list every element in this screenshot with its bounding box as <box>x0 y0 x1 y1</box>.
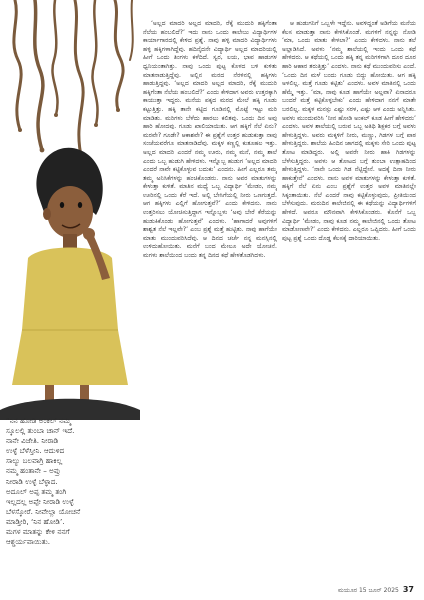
caption-line: ನೀರಾಡಿ ಉಳ್ಳೆ ಬೆಳ್ಳಾದ. <box>6 476 58 486</box>
article-column-1 <box>143 20 277 578</box>
caption-line: ಸ್ಕೂಲಲ್ಲಿ ತುಂಬಾ ಚಾನ್ ಇದೆ. <box>6 426 75 436</box>
article-text: ಆ ಹುಡುಗನಿಗೆ ಒಬ್ಬಳೇ ಇದ್ದೆನು. ಅವಳಿದ್ದಂತೆ ಅಡಿಗೆಯ ಮನೆಯ ಕೆಲಸ ಮಾಡುತ್ತಾ ನಾನು ಕೇಳಿಸಿಕೊಂಡೆ. ಮಗಳಿಗೆ ನನ್ನನ್ನು ನೋಡಿ ‘ಮಾ, ಒಂದು ಮಾತು ಕೇಳಲಾ?’ ಎಂದು ಕೇಳಿದಳು. ನಾನು ತಲೆ ಅಲ್ಲಾಡಿಸಿದೆ. ಅವಳು ‘ನಮ್ಮ ಶಾಲೆಯಲ್ಲಿ ಇಂದು ಒಂದು ಕಥೆ ಹೇಳಿದರು. ಆ ಕಥೆಯಲ್ಲಿ ಒಂದು ಹಕ್ಕಿ ತನ್ನ ಮರಿಗಳಿಗಾಗಿ ದೂರ ದೂರ ಹಾರಿ ಆಹಾರ ತರುತ್ತಿತ್ತು’ ಎಂದಳು. ನಾನು ಕಥೆ ಮುಂದುವರಿಸು ಎಂದೆ. ‘ಒಂದು ದಿನ ಮಳೆ ಬಂದು ಗೂಡು ಬಿದ್ದು ಹೋಯಿತು. ಆಗ ಹಕ್ಕಿ ಅಳಲಿಲ್ಲ. ಮತ್ತೆ ಗೂಡು ಕಟ್ಟಿತು’ ಎಂದಳು. ಅವಳ ಮಾತಿನಲ್ಲಿ ಒಂದು ಹೆಮ್ಮೆ ಇತ್ತು. ‘ಮಾ, ನಾವು ಕೂಡ ಹಾಗೆಯೇ ಅಲ್ಲವಾ? ಏನಾದರೂ ಬಂದರೆ ಮತ್ತೆ ಕಟ್ಟಿಕೊಳ್ಳಬೇಕು’ ಎಂದು ಹೇಳಿದಾಗ ನನಗೆ ಮಾತೇ ಬರಲಿಲ್ಲ. ಮಕ್ಕಳ ಮನಸ್ಸು ಎಷ್ಟು ಸರಳ, ಎಷ್ಟು ಆಳ ಎಂದು ಅನ್ನಿಸಿತು. ಅವಳು ಮುಂದುವರಿಸಿ ‘ನೀನ ಹೋಡಿ ಅಂಕಲ್ ಕೂಡ ಹೀಗೆ ಹೇಳಿದರು’ ಎಂದಳು. ಅವಳ ಶಾಲೆಯಲ್ಲಿ ಬರುವ ಒಬ್ಬ ಅತಿಥಿ ಶಿಕ್ಷಕರ ಬಗ್ಗೆ ಅವಳು ಹೇಳುತ್ತಿದ್ದಳು. ಅವರು ಮಕ್ಕಳಿಗೆ ನೀರು, ಮಣ್ಣು, ಗಿಡಗಳ ಬಗ್ಗೆ ಪಾಠ ಹೇಳುತ್ತಿದ್ದರು. ಶಾಲೆಯ ಹಿಂದಿನ ಜಾಗದಲ್ಲಿ ಮಕ್ಕಳು ಸೇರಿ ಒಂದು ಪುಟ್ಟ ತೋಟ ಮಾಡಿದ್ದರು. ಅಲ್ಲಿ ಅವರೇ ನೀರು ಹಾಕಿ ಗಿಡಗಳನ್ನು ಬೆಳೆಸುತ್ತಿದ್ದರು. ಅವಳು ಆ ತೋಟದ ಬಗ್ಗೆ ತುಂಬಾ ಉತ್ಸಾಹದಿಂದ ಹೇಳುತ್ತಿದ್ದಳು. ‘ನಾನೇ ಒಂದು ಗಿಡ ನೆಟ್ಟಿದ್ದೇನೆ. ಅದಕ್ಕೆ ದಿನಾ ನೀರು ಹಾಕುತ್ತೇನೆ’ ಎಂದಳು. ನಾನು ಅವಳ ಮಾತುಗಳನ್ನು ಕೇಳುತ್ತಾ ಕುಳಿತೆ. ಹಕ್ಕಿಗೆ ನೆಲೆ ಏನು ಎಂಬ ಪ್ರಶ್ನೆಗೆ ಉತ್ತರ ಅವಳ ಮಾತಿನಲ್ಲೇ ಸಿಕ್ಕಂತಾಯಿತು. ನೆಲೆ ಎಂದರೆ ನಾವು ಕಟ್ಟಿಕೊಳ್ಳುವುದು, ಪ್ರೀತಿಯಿಂದ ಬೆಳೆಸುವುದು. ಮರುದಿನ ಕಾಲೇಜಿನಲ್ಲಿ ಈ ಕಥೆಯನ್ನು ವಿದ್ಯಾರ್ಥಿಗಳಿಗೆ ಹೇಳಿದೆ. ಅವರೂ ಮೌನವಾಗಿ ಕೇಳಿಸಿಕೊಂಡರು. ಕೊನೆಗೆ ಒಬ್ಬ ವಿದ್ಯಾರ್ಥಿ ‘ಮೇಡಂ, ನಾವು ಕೂಡ ನಮ್ಮ ಕಾಲೇಜಿನಲ್ಲಿ ಒಂದು ತೋಟ ಮಾಡೋಣವೇ?’ ಎಂದು ಕೇಳಿದನು. ಎಲ್ಲರೂ ಒಪ್ಪಿದರು. ಹೀಗೆ ಒಂದು ಪುಟ್ಟ ಪ್ರಶ್ನೆ ಒಂದು ದೊಡ್ಡ ಕೆಲಸಕ್ಕೆ ದಾರಿಯಾಯಿತು. <box>282 20 416 242</box>
girl-with-branches-illustration <box>0 0 140 420</box>
caption-line: ಮಾಡ್ತೀರಿ, ‘ನಿನ ಹೋಡಿ’. <box>6 516 65 526</box>
caption-line: ಆಶ್ಚರ್ಯವಾಯಿತು. <box>6 537 51 547</box>
caption-line: ಇಲ್ಲದಲ್ಲ ಅಪ್ಪೇ ನೀರಾಡಿ ಉಳ್ಳೆ <box>6 496 74 506</box>
caption-line: ನಮ್ಮ ಹಂತಾನೇ – ಅವ್ರು <box>6 466 61 476</box>
hanging-branches <box>14 0 133 160</box>
article-text: ‘ಅಲ್ಲದ ಮಾದರಿ ಅಲ್ಲದ ಮಾದರಿ, ರೆಕ್ಕೆ ಮುದುರಿ ಹಕ್ಕಿಗೆಂತಾ ನೆಲೆಯ ಹಂಬಲಿದೆ?’ ಇದು ನಾನು ಒಂದು ಕಾಲೇಜು ವಿದ್ಯಾರ್ಥಿಗಳ ಕಾರ್ಯಾಗಾರದಲ್ಲಿ ಕೇಳಿದ ಪ್ರಶ್ನೆ. ನಾವು ಹಳ್ಳಿ ಮಾದರಿ ವಿದ್ಯಾರ್ಥಿಗಳು ಹಳ್ಳಿ ಹಕ್ಕಿಗಳಾಗಿದ್ದೆವು. ಹದಿನೈದನೇ ವಿದ್ಯಾರ್ಥಿ ಅಲ್ಲದ ಮಾದರಿಯಲ್ಲಿ ಹೀಗೆ ಒಂದು ತಿಂಗಳು ಕಳೆದಿದೆ. ಸ್ವರ, ಲಯ, ಭಾವ ಹಾಡುಗಳ ಧ್ವನಿಯಂತಾಗಿತ್ತು. ನಾವು ಒಂದು ಪುಟ್ಟ ಕೊಳದ ಬಳಿ ಕುಳಿತು ಮಾತನಾಡುತ್ತಿದ್ದೆವು. ಅಲ್ಲಿನ ಮರದ ನೆರಳಿನಲ್ಲಿ ಹಕ್ಕಿಗಳು ಹಾಡುತ್ತಿದ್ದವು. ‘ಅಲ್ಲದ ಮಾದರಿ ಅಲ್ಲದ ಮಾದರಿ, ರೆಕ್ಕೆ ಮುದುರಿ ಹಕ್ಕಿಗೆಂತಾ ನೆಲೆಯ ಹಂಬಲಿದೆ?’ ಎಂದು ಕೇಳಿದಾಗ ಅವರು ಉತ್ತರಕ್ಕಾಗಿ ಕಾಯುತ್ತಾ ಇದ್ದರು. ಮನೆಯ ಪಕ್ಕದ ಮರದ ಮೇಲೆ ಹಕ್ಕಿ ಗೂಡು ಕಟ್ಟುತ್ತಿತ್ತು. ಹಕ್ಕಿ ತಾನೇ ಕಟ್ಟಿದ ಗೂಡಿನಲ್ಲಿ ಮೊಟ್ಟೆ ಇಟ್ಟು ಮರಿ ಮಾಡಿತು. ಮರಿಗಳು ಬೆಳೆದು ಹಾರಲು ಕಲಿತವು. ಒಂದು ದಿನ ಅವು ಹಾರಿ ಹೋದವು. ಗೂಡು ಖಾಲಿಯಾಯಿತು. ಆಗ ಹಕ್ಕಿಗೆ ನೆಲೆ ಏನು? ಮರವೇ? ಗೂಡೇ? ಆಕಾಶವೇ? ಈ ಪ್ರಶ್ನೆಗೆ ಉತ್ತರ ಹುಡುಕುತ್ತಾ ನಾವು ಸಂಜೆಯವರೆಗೂ ಮಾತನಾಡಿದೆವು. ಮಕ್ಕಳ ಕಣ್ಣಲ್ಲಿ ಕುತೂಹಲ ಇತ್ತು. ಅಲ್ಲದ ಮಾದರಿ ಎಂದರೆ ನಮ್ಮ ಊರು, ನಮ್ಮ ಮನೆ, ನಮ್ಮ ಶಾಲೆ ಎಂದು ಒಬ್ಬ ಹುಡುಗಿ ಹೇಳಿದಳು. ಇನ್ನೊಬ್ಬ ಹುಡುಗ ‘ಅಲ್ಲದ ಮಾದರಿ ಎಂದರೆ ನಾವೇ ಕಟ್ಟಿಕೊಳ್ಳುವ ಬದುಕು’ ಎಂದನು. ಹೀಗೆ ಎಲ್ಲರೂ ತಮ್ಮ ತಮ್ಮ ಅನಿಸಿಕೆಗಳನ್ನು ಹಂಚಿಕೊಂಡರು. ನಾನು ಅವರ ಮಾತುಗಳನ್ನು ಕೇಳುತ್ತಾ ಕುಳಿತೆ. ಮಾತಿನ ಮಧ್ಯೆ ಒಬ್ಬ ವಿದ್ಯಾರ್ಥಿ ‘ಮೇಡಂ, ನಮ್ಮ ಊರಿನಲ್ಲಿ ಒಂದು ಕೆರೆ ಇದೆ. ಅಲ್ಲಿ ಬೇಸಿಗೆಯಲ್ಲಿ ನೀರು ಒಣಗುತ್ತದೆ. ಆಗ ಹಕ್ಕಿಗಳು ಎಲ್ಲಿಗೆ ಹೋಗುತ್ತವೆ?’ ಎಂದು ಕೇಳಿದನು. ನಾನು ಉತ್ತರಿಸಲು ಯೋಚಿಸುತ್ತಿದ್ದಾಗ ಇನ್ನೊಬ್ಬಳು ‘ಅವು ಬೇರೆ ಕೆರೆಯನ್ನು ಹುಡುಕಿಕೊಂಡು ಹೋಗುತ್ತವೆ’ ಎಂದಳು. ‘ಹಾಗಾದರೆ ಅವುಗಳಿಗೆ ಶಾಶ್ವತ ನೆಲೆ ಇಲ್ಲವೇ?’ ಎಂಬ ಪ್ರಶ್ನೆ ಮತ್ತೆ ಹುಟ್ಟಿತು. ನಾವು ಹಾಗೆಯೇ ಮಾತು ಮುಂದುವರಿಸಿದೆವು. ಆ ದಿನದ ಚರ್ಚೆ ನನ್ನ ಮನಸ್ಸಿನಲ್ಲಿ ಉಳಿದುಹೋಯಿತು. ಮನೆಗೆ ಬಂದ ಮೇಲೂ ಅದೇ ಯೋಚನೆ. ಮಗಳು ಶಾಲೆಯಿಂದ ಬಂದು ತನ್ನ ದಿನದ ಕಥೆ ಹೇಳತೊಡಗಿದಳು. <box>143 20 277 260</box>
page-number: 37 <box>402 585 414 594</box>
caption-line: ನಾನೇ ವಿಜೇತಿ. ನೀರಾಡಿ <box>6 436 59 446</box>
caption-line: “ನಿನ ಹೋಡಿ ಅಂಕಲ್ ನಮ್ಮ <box>6 416 71 425</box>
caption-line: ಮಗಳ ಮಾತನ್ನು ಕೇಳಿ ನನಗೆ <box>6 527 70 537</box>
caption-line: ಬೆಳಸ್ಕೋರೆ. ನೀವೇಲ್ಲಾ ಯೋಚನೆ <box>6 506 81 516</box>
caption-line: ಸಾಲ್ಯು ಬಲವಾಗ್ರಿ ಹಾಕಿಲ್ಲ <box>6 456 63 466</box>
caption-line: ಉಳ್ಳೆ ಬೆಳೆಸ್ತೀನಿ. ಆದುಳಿದ <box>6 446 65 456</box>
issue-date: ಮಯೂರ 15 ಜೂನ್ 2025 <box>337 587 399 594</box>
illustration-caption <box>6 416 134 547</box>
page-footer <box>338 585 414 595</box>
article-column-2 <box>282 20 416 578</box>
caption-line: ಅದೂಲ್ ಅಪ್ಪ ತಮ್ಮ ತಂಗಿ <box>6 486 67 496</box>
